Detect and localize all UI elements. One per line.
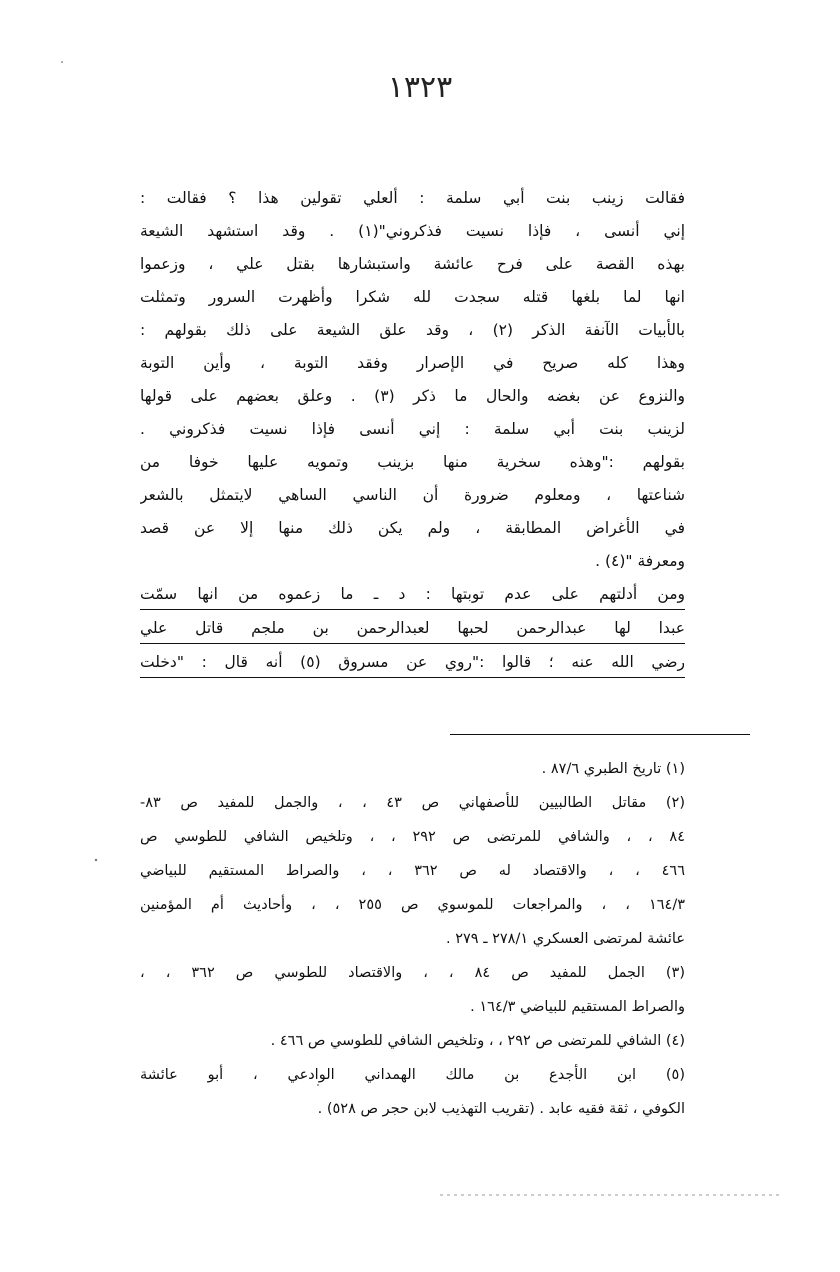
- footnote-line: (٤) الشافي للمرتضى ص ٢٩٢ ، ، وتلخيص الشافي للطوسي ص ٤٦٦ .: [270, 1033, 685, 1049]
- text-line: وهذا كله صريح في الإصرار وفقد التوبة ، وأين التوبة: [140, 354, 685, 372]
- text-line: إني أنسى ، فإذا نسيت فذكروني"(١) . وقد استشهد الشيعة: [140, 222, 685, 240]
- text-line: انها لما بلغها قتله سجدت لله شكرا وأظهرت السرور وتمثلت: [140, 288, 685, 306]
- footnote-line: ١٦٤/٣ ، ، والمراجعات للموسوي ص ٢٥٥ ، ، وأحاديث أم المؤمنين: [140, 897, 685, 913]
- underlined-text-line: ومن أدلتهم على عدم توبتها : د ـ ما زعموه من انها سمّت: [140, 578, 685, 610]
- underlined-text-line: رضي الله عنه ؛ قالوا :"روي عن مسروق (٥) أنه قال : "دخلت: [140, 646, 685, 678]
- footnote-line: والصراط المستقيم للبياضي ١٦٤/٣ .: [470, 999, 685, 1015]
- footnote-line: (٣) الجمل للمفيد ص ٨٤ ، ، والاقتصاد للطوسي ص ٣٦٢ ، ،: [140, 965, 685, 981]
- footnote-line: (٢) مقاتل الطالبيين للأصفهاني ص ٤٣ ، ، والجمل للمفيد ص ٨٣-: [140, 795, 685, 811]
- text-line: فقالت زينب بنت أبي سلمة : ألعلي تقولين هذا ؟ فقالت :: [140, 189, 685, 207]
- text-line: لزينب بنت أبي سلمة : إني أنسى فإذا نسيت فذكروني .: [140, 420, 685, 438]
- scan-speck: [95, 859, 97, 861]
- footnote-line: ٤٦٦ ، ، والاقتصاد له ص ٣٦٢ ، ، والصراط المستقيم للبياضي: [140, 863, 685, 879]
- page-number: ١٣٢٣: [387, 70, 453, 105]
- text-line: ومعرفة "(٤) .: [595, 552, 685, 570]
- scan-speck: [61, 61, 63, 63]
- text-line: في الأغراض المطابقة ، ولم يكن ذلك منها إلا عن قصد: [140, 519, 685, 537]
- text-line: شناعتها ، ومعلوم ضرورة أن الناسي الساهي لايتمثل بالشعر: [140, 486, 685, 504]
- footnote-line: (١) تاريخ الطبري ٨٧/٦ .: [541, 761, 685, 777]
- footnotes: [140, 752, 685, 1126]
- footnote-line: ٨٤ ، ، والشافي للمرتضى ص ٢٩٢ ، ، وتلخيص الشافي للطوسي ص: [140, 829, 685, 845]
- main-text: [140, 182, 685, 680]
- footnote-divider: [450, 734, 750, 735]
- text-line: والنزوع عن بغضه والحال ما ذكر (٣) . وعلق بعضهم على قولها: [140, 387, 685, 405]
- footnote-line: (٥) ابن الأجدع بن مالك الهمداني الوادعي ، أبو عائشة: [140, 1067, 685, 1083]
- underlined-text-line: عبدا لها عبدالرحمن لحبها لعبدالرحمن بن ملجم قاتل علي: [140, 612, 685, 644]
- footnote-line: عائشة لمرتضى العسكري ٢٧٨/١ ـ ٢٧٩ .: [446, 931, 685, 947]
- text-line: بقولهم :"وهذه سخرية منها بزينب وتمويه عليها خوفا من: [140, 453, 685, 471]
- text-line: بالأبيات الآنفة الذكر (٢) ، وقد علق الشيعة على ذلك بقولهم :: [140, 321, 685, 339]
- text-line: بهذه القصة على فرح عائشة واستبشارها بقتل علي ، وزعموا: [140, 255, 685, 273]
- footnote-line: الكوفي ، ثقة فقيه عابد . (تقريب التهذيب لابن حجر ص ٥٢٨) .: [317, 1101, 685, 1117]
